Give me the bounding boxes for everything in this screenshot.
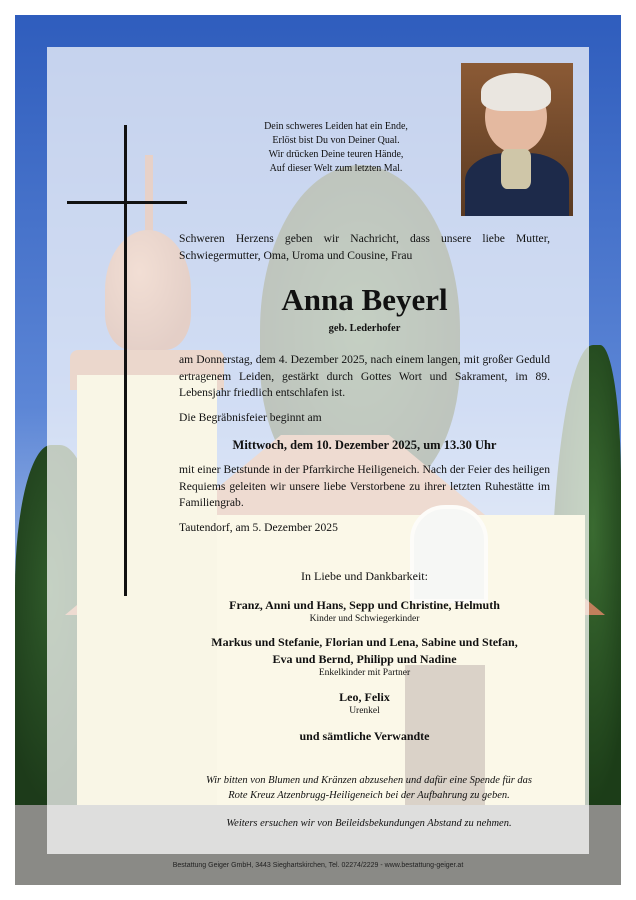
memorial-verse	[236, 120, 436, 176]
verse-line: Erlöst bist Du von Deiner Qual.	[272, 135, 400, 146]
cross-icon-vertical	[124, 125, 127, 596]
portrait-photo	[461, 63, 573, 216]
funeral-intro: Die Begräbnisfeier beginnt am	[179, 411, 322, 424]
footer-undertaker: Bestattung Geiger GmbH, 3443 Sieghartskirchen, Tel. 02274/2229 - www.bestattung-geiger.at	[172, 862, 464, 869]
verse-line: Auf dieser Welt zum letzten Mal.	[269, 163, 403, 174]
funeral-text: mit einer Betstunde in der Pfarrkirche Heiligeneich. Nach der Feier des heiligen Requiems geleiten wir unsere liebe Verstorbene zu ihrer letzten Ruhestätte im Familiengrab.	[179, 463, 550, 509]
donation-request: Rote Kreuz Atzenbrugg-Heiligeneich bei der Aufbahrung zu geben.	[228, 790, 510, 801]
place-date: Tautendorf, am 5. Dezember 2025	[179, 521, 338, 534]
condolence-request: Weiters ersuchen wir von Beileidsbekundungen Abstand zu nehmen.	[226, 818, 512, 829]
grandchildren-names: Eva und Bernd, Philipp und Nadine	[272, 652, 457, 666]
greatgrandchildren-label: Urenkel	[349, 706, 380, 716]
funeral-date: Mittwoch, dem 10. Dezember 2025, um 13.30 Uhr	[232, 438, 497, 452]
greatgrandchildren-names: Leo, Felix	[339, 690, 390, 704]
donation-request: Wir bitten von Blumen und Kränzen abzusehen und dafür eine Spende für das	[205, 775, 533, 786]
verse-line: Wir drücken Deine teuren Hände,	[268, 149, 404, 160]
cross-icon-horizontal	[67, 201, 187, 204]
children-names: Franz, Anni und Hans, Sepp und Christine, Helmuth	[229, 598, 500, 612]
intro-text: Schweren Herzens geben wir Nachricht, dass unsere liebe Mutter, Schwiegermutter, Oma, Uroma und Cousine, Frau	[179, 232, 550, 262]
maiden-name: geb. Lederhofer	[328, 323, 401, 334]
grandchildren-label: Enkelkinder mit Partner	[318, 668, 411, 678]
verse-line: Dein schweres Leiden hat ein Ende,	[264, 121, 408, 132]
death-text: am Donnerstag, dem 4. Dezember 2025, nach einem langen, mit großer Geduld ertragenem Leiden, gestärkt durch Gottes Wort und Sakrament, im 89. Lebensjahr friedlich entschlafen ist.	[179, 353, 550, 399]
relatives-line: und sämtliche Verwandte	[299, 729, 430, 743]
deceased-name: Anna Beyerl	[281, 282, 448, 317]
grandchildren-names: Markus und Stefanie, Florian und Lena, Sabine und Stefan,	[211, 635, 518, 649]
children-label: Kinder und Schwiegerkinder	[309, 614, 420, 624]
closing-line: In Liebe und Dankbarkeit:	[301, 569, 428, 583]
